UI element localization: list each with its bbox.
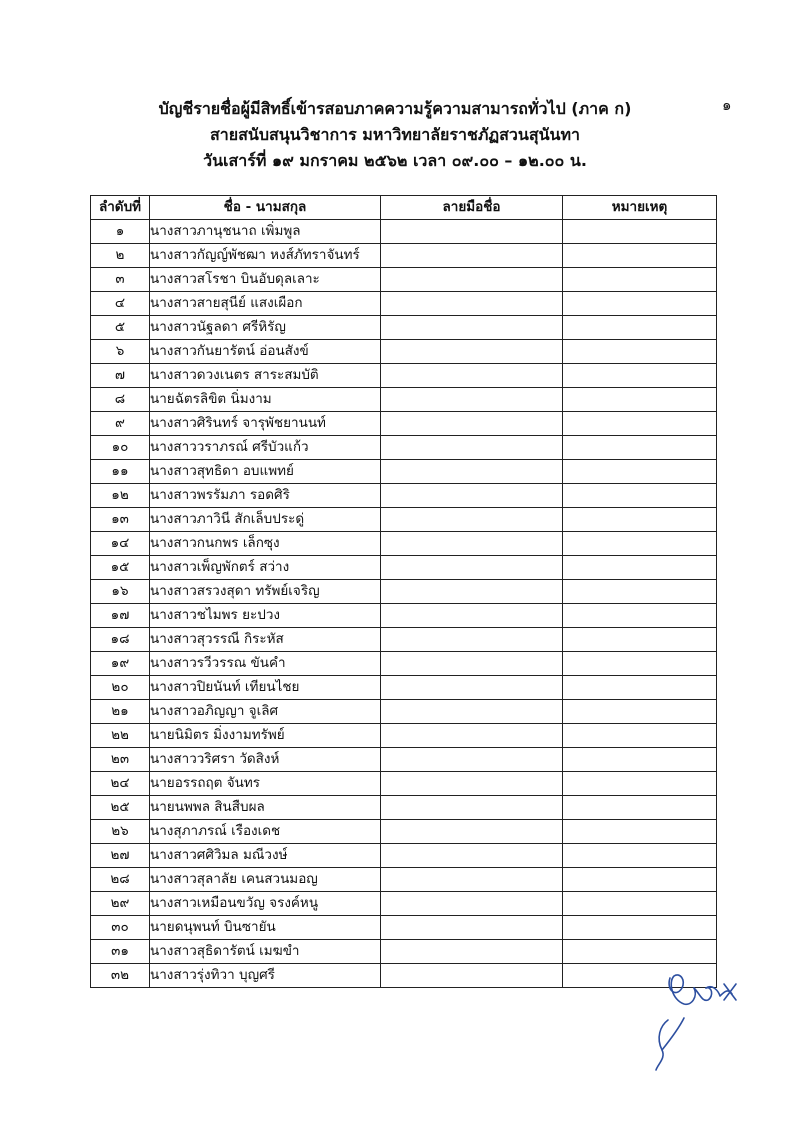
candidate-name: นางสาวรุ่งทิวา บุญศรี bbox=[150, 964, 381, 988]
table-row bbox=[91, 628, 717, 652]
row-number: ๕ bbox=[91, 316, 150, 340]
signature-cell bbox=[381, 436, 563, 460]
signature-cell bbox=[381, 772, 563, 796]
candidate-name: นางสาวดวงเนตร สาระสมบัติ bbox=[150, 364, 381, 388]
remark-cell bbox=[563, 700, 717, 724]
table-row bbox=[91, 556, 717, 580]
table-row bbox=[91, 268, 717, 292]
signature-cell bbox=[381, 844, 563, 868]
remark-cell bbox=[563, 340, 717, 364]
signature-cell bbox=[381, 220, 563, 244]
row-number: ๒๖ bbox=[91, 820, 150, 844]
candidate-name: นางสาวกันยารัตน์ อ่อนสังข์ bbox=[150, 340, 381, 364]
table-row bbox=[91, 964, 717, 988]
row-number: ๑๓ bbox=[91, 508, 150, 532]
page-number: ๑ bbox=[722, 96, 732, 114]
signature-cell bbox=[381, 796, 563, 820]
table-row bbox=[91, 508, 717, 532]
column-header-signature: ลายมือชื่อ bbox=[381, 196, 563, 220]
candidate-name: นางสาวรวีวรรณ ขันคำ bbox=[150, 652, 381, 676]
row-number: ๖ bbox=[91, 340, 150, 364]
candidate-name: นางสาวภานุชนาถ เพิ่มพูล bbox=[150, 220, 381, 244]
signature-cell bbox=[381, 484, 563, 508]
remark-cell bbox=[563, 772, 717, 796]
signature-cell bbox=[381, 532, 563, 556]
row-number: ๒๘ bbox=[91, 868, 150, 892]
table-row bbox=[91, 412, 717, 436]
table-row bbox=[91, 940, 717, 964]
remark-cell bbox=[563, 628, 717, 652]
signature-cell bbox=[381, 508, 563, 532]
table-row bbox=[91, 652, 717, 676]
row-number: ๑๒ bbox=[91, 484, 150, 508]
signature-cell bbox=[381, 940, 563, 964]
header-department: สายสนับสนุนวิชาการ มหาวิทยาลัยราชภัฏสวนสุนันทา bbox=[209, 125, 581, 144]
remark-cell bbox=[563, 220, 717, 244]
signature-cell bbox=[381, 556, 563, 580]
row-number: ๑๐ bbox=[91, 436, 150, 460]
candidate-name: นางสาวสุลาลัย เคนสวนมอญ bbox=[150, 868, 381, 892]
table-row bbox=[91, 388, 717, 412]
signature-cell bbox=[381, 868, 563, 892]
row-number: ๒๗ bbox=[91, 844, 150, 868]
candidate-name: นางสาววริศรา วัดสิงห์ bbox=[150, 748, 381, 772]
signature-cell bbox=[381, 964, 563, 988]
table-row bbox=[91, 676, 717, 700]
candidate-name: นางสาวสุทธิดา อบแพทย์ bbox=[150, 460, 381, 484]
remark-cell bbox=[563, 676, 717, 700]
header-title: บัญชีรายชื่อผู้มีสิทธิ์เข้ารสอบภาคความรู้ความสามารถทั่วไป (ภาค ก) bbox=[158, 99, 632, 118]
candidate-name: นางสาวสายสุนีย์ แสงเผือก bbox=[150, 292, 381, 316]
remark-cell bbox=[563, 292, 717, 316]
row-number: ๔ bbox=[91, 292, 150, 316]
signature-cell bbox=[381, 412, 563, 436]
row-number: ๒๒ bbox=[91, 724, 150, 748]
table-row bbox=[91, 364, 717, 388]
candidate-name: นางสาวสรวงสุดา ทรัพย์เจริญ bbox=[150, 580, 381, 604]
candidate-name: นางสาวนัฐลดา ศรีหิรัญ bbox=[150, 316, 381, 340]
remark-cell bbox=[563, 460, 717, 484]
candidate-name: นายอรรถฤต จันทร bbox=[150, 772, 381, 796]
signature-cell bbox=[381, 364, 563, 388]
signature-cell bbox=[381, 268, 563, 292]
signature-cell bbox=[381, 604, 563, 628]
table-row bbox=[91, 892, 717, 916]
table-row bbox=[91, 532, 717, 556]
signature-cell bbox=[381, 820, 563, 844]
table-row bbox=[91, 244, 717, 268]
signature-cell bbox=[381, 724, 563, 748]
remark-cell bbox=[563, 844, 717, 868]
candidate-name: นางสาวสโรชา บินอับดุลเลาะ bbox=[150, 268, 381, 292]
candidate-table bbox=[90, 195, 717, 988]
signature-cell bbox=[381, 460, 563, 484]
candidate-name: นางสาวเพ็ญพักตร์ สว่าง bbox=[150, 556, 381, 580]
candidate-name: นางสาวกนกพร เล็กซุง bbox=[150, 532, 381, 556]
remark-cell bbox=[563, 652, 717, 676]
column-header-remark: หมายเหตุ bbox=[563, 196, 717, 220]
candidate-name: นางสาวปิยนันท์ เทียนไชย bbox=[150, 676, 381, 700]
signature-cell bbox=[381, 676, 563, 700]
table-row bbox=[91, 460, 717, 484]
candidate-name: นายนิมิตร มิ่งงามทรัพย์ bbox=[150, 724, 381, 748]
handwritten-initials bbox=[640, 960, 750, 1075]
table-row bbox=[91, 820, 717, 844]
header-date: วันเสาร์ที่ ๑๙ มกราคม ๒๕๖๒ เวลา ๐๙.๐๐ – ๑๒.๐๐ น. bbox=[203, 151, 587, 170]
document-header bbox=[0, 96, 800, 174]
row-number: ๑๘ bbox=[91, 628, 150, 652]
row-number: ๒๔ bbox=[91, 772, 150, 796]
remark-cell bbox=[563, 484, 717, 508]
candidate-name: นางสาวศศิวิมล มณีวงษ์ bbox=[150, 844, 381, 868]
row-number: ๑๑ bbox=[91, 460, 150, 484]
candidate-name: นางสาวพรรัมภา รอดศิริ bbox=[150, 484, 381, 508]
remark-cell bbox=[563, 748, 717, 772]
remark-cell bbox=[563, 412, 717, 436]
column-header-name: ชื่อ - นามสกุล bbox=[150, 196, 381, 220]
remark-cell bbox=[563, 508, 717, 532]
signature-cell bbox=[381, 292, 563, 316]
remark-cell bbox=[563, 916, 717, 940]
remark-cell bbox=[563, 796, 717, 820]
remark-cell bbox=[563, 724, 717, 748]
row-number: ๑๔ bbox=[91, 532, 150, 556]
signature-cell bbox=[381, 892, 563, 916]
table-row bbox=[91, 748, 717, 772]
signature-cell bbox=[381, 316, 563, 340]
remark-cell bbox=[563, 388, 717, 412]
row-number: ๒๙ bbox=[91, 892, 150, 916]
candidate-name: นายฉัตรลิขิต นิ่มงาม bbox=[150, 388, 381, 412]
row-number: ๗ bbox=[91, 364, 150, 388]
table-row bbox=[91, 916, 717, 940]
table-row bbox=[91, 340, 717, 364]
table-row bbox=[91, 700, 717, 724]
row-number: ๒๐ bbox=[91, 676, 150, 700]
remark-cell bbox=[563, 556, 717, 580]
row-number: ๓ bbox=[91, 268, 150, 292]
signature-cell bbox=[381, 580, 563, 604]
remark-cell bbox=[563, 532, 717, 556]
signature-cell bbox=[381, 652, 563, 676]
remark-cell bbox=[563, 244, 717, 268]
candidate-name: นายนพพล สินสืบผล bbox=[150, 796, 381, 820]
signature-cell bbox=[381, 388, 563, 412]
candidate-name: นางสาวกัญญ์พัชฒา หงส์ภัทราจันทร์ bbox=[150, 244, 381, 268]
candidate-name: นางสาวสุธิดารัตน์ เมฆขำ bbox=[150, 940, 381, 964]
remark-cell bbox=[563, 892, 717, 916]
signature-cell bbox=[381, 700, 563, 724]
remark-cell bbox=[563, 604, 717, 628]
table-row bbox=[91, 316, 717, 340]
table-row bbox=[91, 868, 717, 892]
table-row bbox=[91, 772, 717, 796]
table-row bbox=[91, 484, 717, 508]
remark-cell bbox=[563, 436, 717, 460]
table-row bbox=[91, 724, 717, 748]
candidate-name: นางสาวอภิญญา จูเลิศ bbox=[150, 700, 381, 724]
candidate-name: นางสาวเหมือนขวัญ จรงค์หนู bbox=[150, 892, 381, 916]
table-row bbox=[91, 292, 717, 316]
column-header-no: ลำดับที่ bbox=[91, 196, 150, 220]
candidate-name: นางสาวชไมพร ยะปวง bbox=[150, 604, 381, 628]
remark-cell bbox=[563, 268, 717, 292]
signature-cell bbox=[381, 628, 563, 652]
table-row bbox=[91, 220, 717, 244]
row-number: ๑๙ bbox=[91, 652, 150, 676]
candidate-name: นางสาวสุวรรณี กิระหัส bbox=[150, 628, 381, 652]
row-number: ๘ bbox=[91, 388, 150, 412]
candidate-name: นางสาวศิรินทร์ จารุพัชยานนท์ bbox=[150, 412, 381, 436]
row-number: ๒๕ bbox=[91, 796, 150, 820]
remark-cell bbox=[563, 868, 717, 892]
table-body bbox=[91, 220, 717, 988]
row-number: ๓๑ bbox=[91, 940, 150, 964]
row-number: ๙ bbox=[91, 412, 150, 436]
row-number: ๒๓ bbox=[91, 748, 150, 772]
signature-cell bbox=[381, 748, 563, 772]
candidate-name: นายดนุพนท์ บินซายัน bbox=[150, 916, 381, 940]
table-row bbox=[91, 436, 717, 460]
table-row bbox=[91, 796, 717, 820]
row-number: ๓๒ bbox=[91, 964, 150, 988]
row-number: ๑ bbox=[91, 220, 150, 244]
row-number: ๒๑ bbox=[91, 700, 150, 724]
candidate-name: นางสาววราภรณ์ ศรีบัวแก้ว bbox=[150, 436, 381, 460]
table-row bbox=[91, 580, 717, 604]
candidate-name: นางสาวภาวินี สักเล็บประดู่ bbox=[150, 508, 381, 532]
signature-cell bbox=[381, 244, 563, 268]
remark-cell bbox=[563, 364, 717, 388]
table-header-row bbox=[91, 196, 717, 220]
remark-cell bbox=[563, 820, 717, 844]
table-row bbox=[91, 604, 717, 628]
table-row bbox=[91, 844, 717, 868]
signature-cell bbox=[381, 916, 563, 940]
candidate-name: นางสุภาภรณ์ เรืองเดช bbox=[150, 820, 381, 844]
row-number: ๒ bbox=[91, 244, 150, 268]
row-number: ๑๗ bbox=[91, 604, 150, 628]
row-number: ๓๐ bbox=[91, 916, 150, 940]
row-number: ๑๖ bbox=[91, 580, 150, 604]
signature-cell bbox=[381, 340, 563, 364]
remark-cell bbox=[563, 316, 717, 340]
row-number: ๑๕ bbox=[91, 556, 150, 580]
remark-cell bbox=[563, 580, 717, 604]
